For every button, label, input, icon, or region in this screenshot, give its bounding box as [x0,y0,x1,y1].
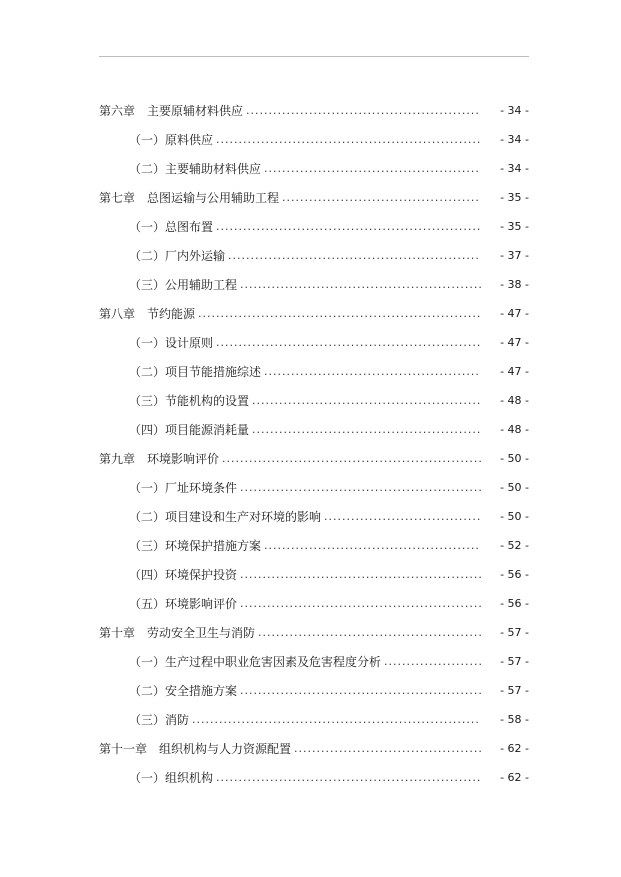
toc-entry-title: 安全措施方案 [165,684,238,698]
toc-section-entry[interactable] [0,386,621,415]
dot-leader [264,539,481,552]
toc-section-entry[interactable] [0,589,621,618]
toc-entry-number: 第六章 [99,104,136,118]
toc-page-number: - 50 - [500,510,529,523]
toc-entry-label [129,769,213,786]
toc-section-entry[interactable] [0,357,621,386]
toc-section-entry[interactable] [0,763,621,792]
toc-section-entry[interactable] [0,212,621,241]
toc-section-entry[interactable] [0,154,621,183]
toc-chapter-entry[interactable] [0,618,621,647]
toc-page-number: - 37 - [500,249,529,262]
table-of-contents [0,96,621,792]
dot-leader [240,278,481,291]
toc-page-number: - 52 - [500,539,529,552]
toc-entry-label [129,595,237,612]
toc-page-number: - 62 - [500,771,529,784]
toc-page-number: - 34 - [500,133,529,146]
toc-entry-number: 第十章 [99,626,136,640]
toc-entry-title: 生产过程中职业危害因素及危害程度分析 [165,655,382,669]
toc-entry-label [129,276,237,293]
toc-entry-title: 项目建设和生产对环境的影响 [165,510,322,524]
toc-section-entry[interactable] [0,415,621,444]
toc-entry-number: （四） [129,568,166,582]
dot-leader [222,452,481,465]
toc-page-number: - 57 - [500,684,529,697]
toc-entry-label [129,218,213,235]
toc-entry-number: （二） [129,365,166,379]
dot-leader [252,423,481,436]
toc-entry-label [129,131,213,148]
toc-entry-number: （一） [129,655,166,669]
dot-leader [228,249,481,262]
toc-entry-number: （四） [129,423,166,437]
toc-entry-label [99,189,279,206]
dot-leader [240,481,481,494]
toc-entry-title: 节约能源 [147,307,196,321]
dot-leader [246,104,481,117]
toc-entry-number: （一） [129,133,166,147]
toc-entry-number: 第八章 [99,307,136,321]
toc-entry-label [129,711,189,728]
toc-entry-number: （二） [129,249,166,263]
toc-chapter-entry[interactable] [0,299,621,328]
toc-chapter-entry[interactable] [0,183,621,212]
toc-entry-title: 项目节能措施综述 [165,365,262,379]
toc-entry-title: 厂内外运输 [165,249,226,263]
toc-entry-label [129,334,213,351]
toc-entry-label [129,508,321,525]
dot-leader [198,307,481,320]
toc-entry-label [129,160,261,177]
toc-entry-title: 原料供应 [165,133,214,147]
toc-entry-label [99,102,243,119]
toc-entry-title: 总图布置 [165,220,214,234]
dot-leader [264,365,481,378]
toc-entry-number: （三） [129,713,166,727]
toc-page-number: - 47 - [500,336,529,349]
toc-section-entry[interactable] [0,560,621,589]
toc-entry-title: 组织机构与人力资源配置 [159,742,292,756]
dot-leader [216,220,481,233]
toc-entry-title: 消防 [165,713,190,727]
toc-entry-number: （三） [129,278,166,292]
toc-chapter-entry[interactable] [0,444,621,473]
toc-entry-label [129,653,381,670]
toc-entry-number: （一） [129,336,166,350]
toc-page-number: - 48 - [500,394,529,407]
dot-leader [282,191,481,204]
toc-entry-number: （五） [129,597,166,611]
toc-entry-label [129,479,237,496]
toc-page-number: - 57 - [500,626,529,639]
toc-page-number: - 56 - [500,568,529,581]
dot-leader [216,336,481,349]
toc-page-number: - 58 - [500,713,529,726]
toc-entry-label [129,682,237,699]
toc-entry-title: 主要原辅材料供应 [147,104,244,118]
toc-page-number: - 35 - [500,191,529,204]
toc-entry-title: 总图运输与公用辅助工程 [147,191,280,205]
toc-entry-number: （三） [129,394,166,408]
dot-leader [192,713,481,726]
toc-entry-label [129,392,249,409]
toc-section-entry[interactable] [0,647,621,676]
toc-section-entry[interactable] [0,531,621,560]
toc-entry-label [129,421,249,438]
toc-entry-number: （三） [129,539,166,553]
toc-entry-number: 第十一章 [99,742,148,756]
toc-chapter-entry[interactable] [0,734,621,763]
dot-leader [240,568,481,581]
toc-entry-number: （一） [129,771,166,785]
dot-leader [324,510,481,523]
dot-leader [252,394,481,407]
dot-leader [294,742,481,755]
toc-entry-label [99,624,255,641]
toc-page-number: - 56 - [500,597,529,610]
toc-entry-label [99,305,195,322]
toc-entry-number: （二） [129,510,166,524]
toc-entry-number: 第九章 [99,452,136,466]
toc-entry-title: 劳动安全卫生与消防 [147,626,256,640]
toc-page-number: - 57 - [500,655,529,668]
toc-entry-number: （二） [129,162,166,176]
toc-entry-label [129,247,225,264]
dot-leader [384,655,481,668]
toc-entry-label [129,537,261,554]
dot-leader [216,133,481,146]
toc-entry-number: （一） [129,220,166,234]
toc-section-entry[interactable] [0,705,621,734]
toc-entry-title: 项目能源消耗量 [165,423,250,437]
dot-leader [264,162,481,175]
toc-entry-title: 环境保护措施方案 [165,539,262,553]
toc-entry-label [129,566,237,583]
toc-section-entry[interactable] [0,676,621,705]
toc-page-number: - 50 - [500,452,529,465]
toc-entry-title: 环境保护投资 [165,568,238,582]
toc-entry-number: （一） [129,481,166,495]
toc-section-entry[interactable] [0,270,621,299]
toc-entry-title: 公用辅助工程 [165,278,238,292]
toc-entry-title: 环境影响评价 [147,452,220,466]
toc-entry-title: 厂址环境条件 [165,481,238,495]
toc-chapter-entry[interactable] [0,96,621,125]
toc-page-number: - 47 - [500,307,529,320]
toc-entry-label [129,363,261,380]
toc-entry-title: 主要辅助材料供应 [165,162,262,176]
toc-entry-label [99,740,291,757]
toc-section-entry[interactable] [0,502,621,531]
toc-entry-number: 第七章 [99,191,136,205]
toc-page-number: - 50 - [500,481,529,494]
toc-entry-title: 环境影响评价 [165,597,238,611]
toc-page-number: - 34 - [500,104,529,117]
toc-page-number: - 34 - [500,162,529,175]
toc-section-entry[interactable] [0,241,621,270]
toc-entry-title: 节能机构的设置 [165,394,250,408]
toc-page-number: - 62 - [500,742,529,755]
toc-page-number: - 38 - [500,278,529,291]
toc-entry-title: 设计原则 [165,336,214,350]
toc-section-entry[interactable] [0,328,621,357]
toc-page-number: - 35 - [500,220,529,233]
dot-leader [216,771,481,784]
dot-leader [240,684,481,697]
header-rule [99,56,529,57]
toc-entry-number: （二） [129,684,166,698]
toc-entry-label [99,450,219,467]
dot-leader [258,626,481,639]
toc-page-number: - 48 - [500,423,529,436]
toc-entry-title: 组织机构 [165,771,214,785]
toc-section-entry[interactable] [0,473,621,502]
toc-page-number: - 47 - [500,365,529,378]
toc-section-entry[interactable] [0,125,621,154]
dot-leader [240,597,481,610]
